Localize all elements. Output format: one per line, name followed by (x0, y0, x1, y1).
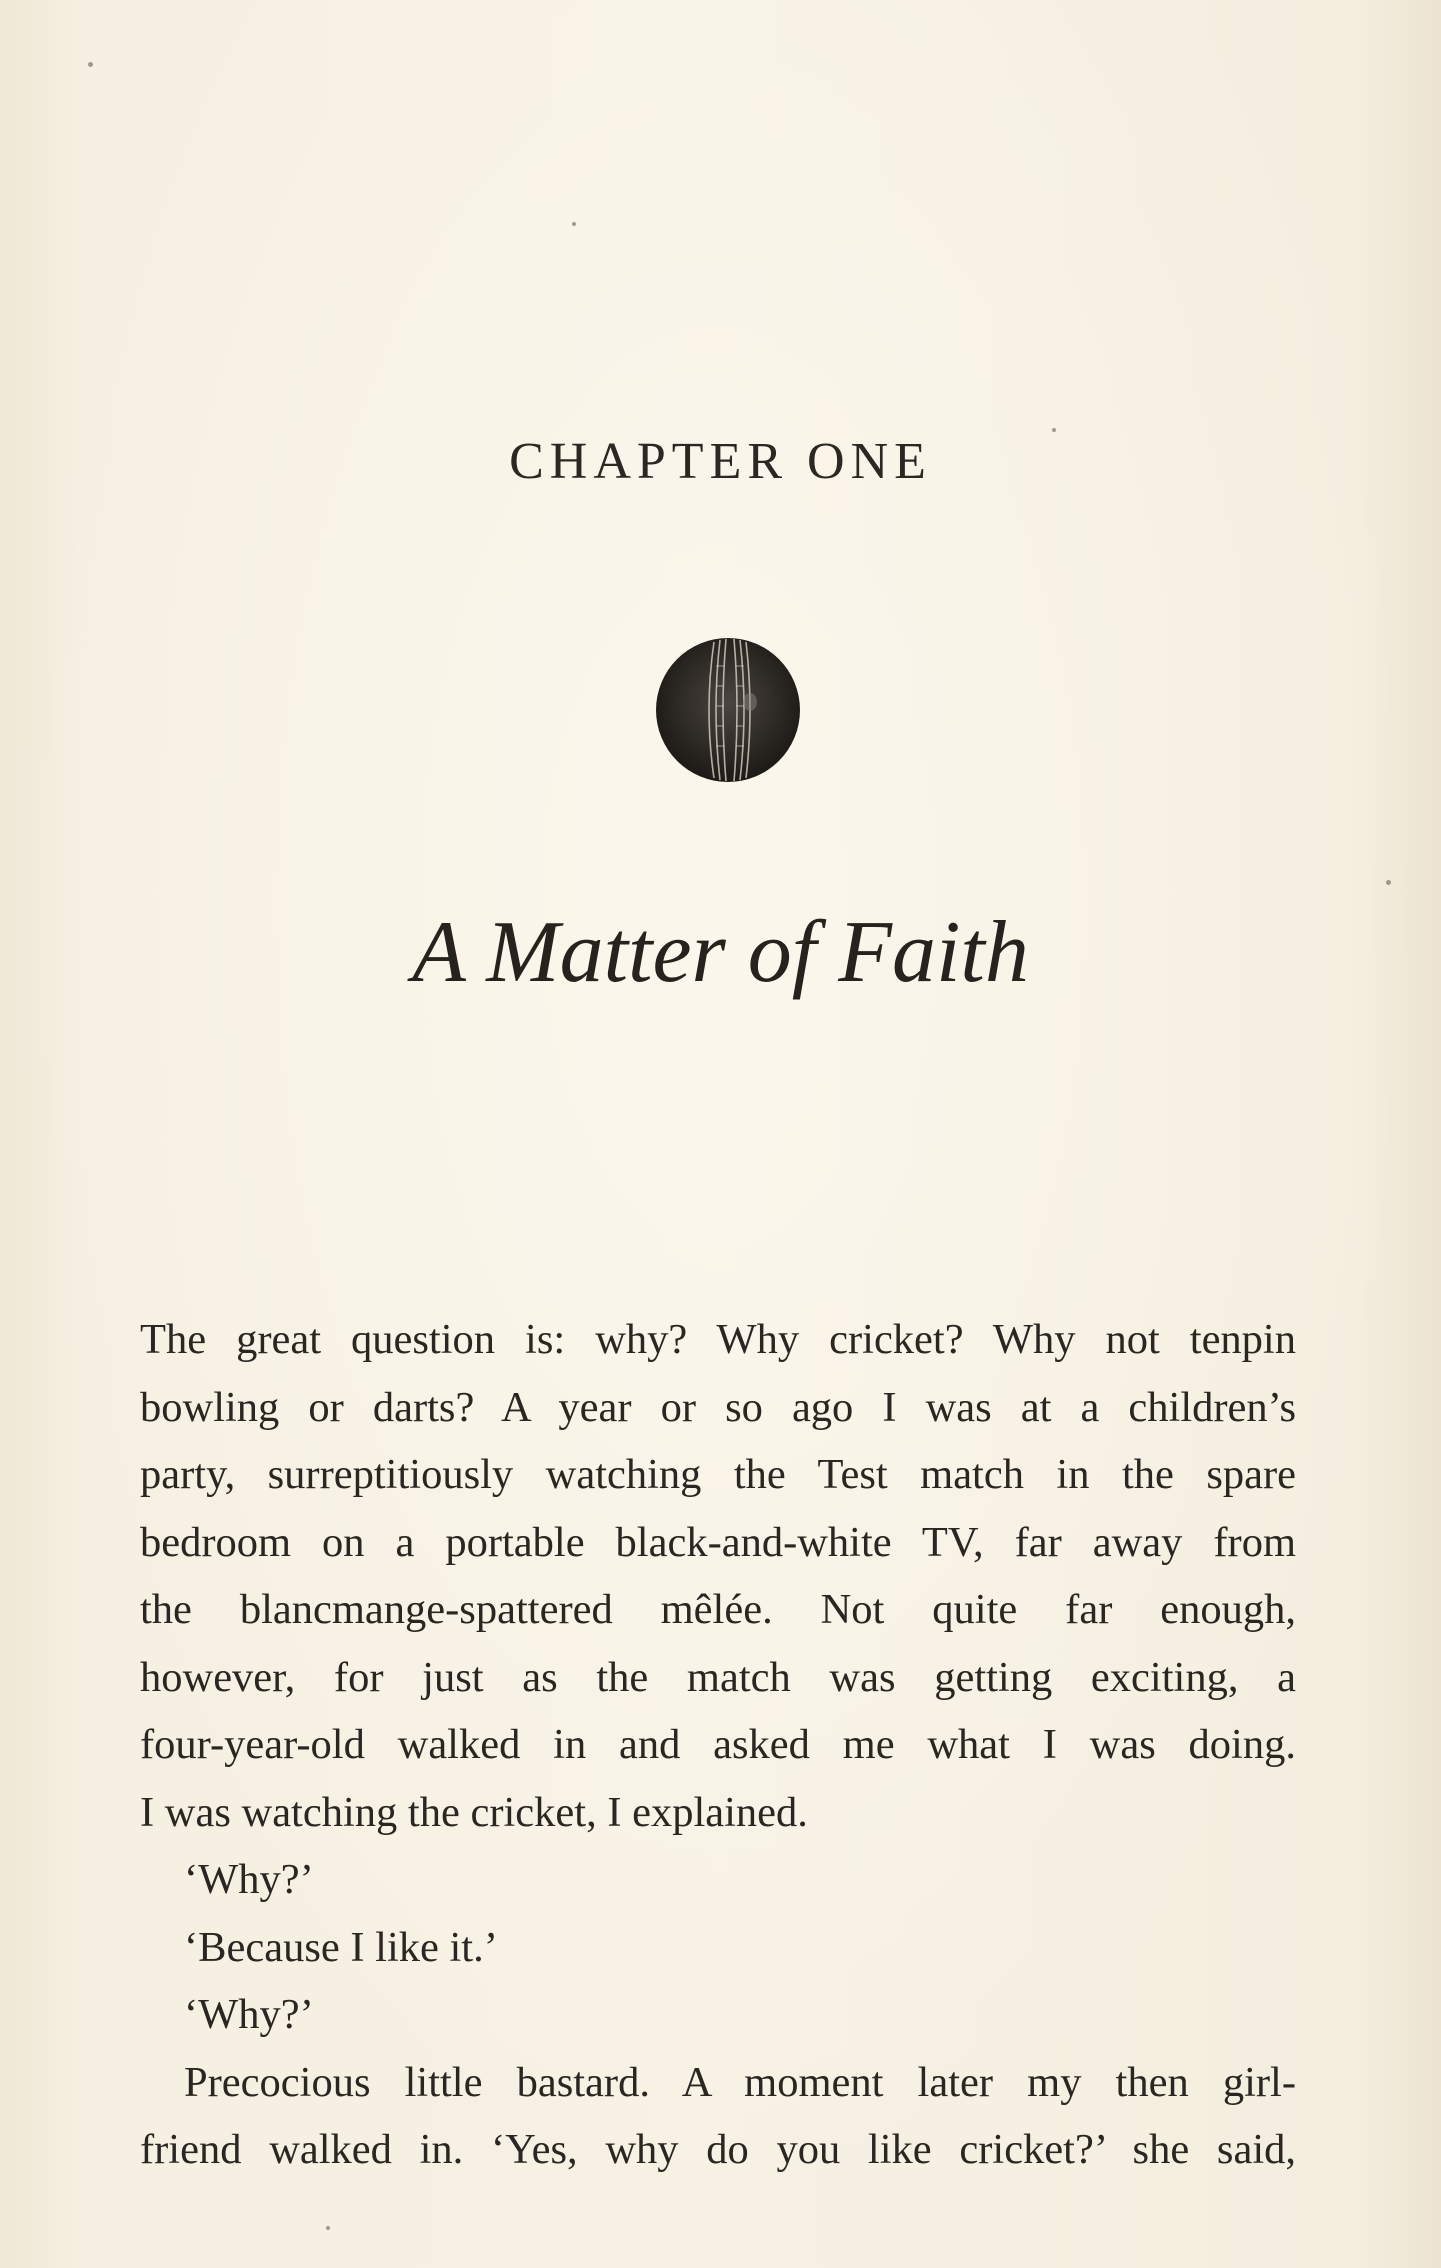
paper-speck (326, 2226, 330, 2230)
text-line: friend walked in. ‘Yes, why do you like cricket?’ she said, (140, 2126, 1296, 2173)
paper-speck (1052, 428, 1056, 432)
text-line: bowling or darts? A year or so ago I was at a children’s (140, 1383, 1296, 1431)
text-line: four-year-old walked in and asked me what I was doing. (140, 1721, 1296, 1768)
text-line: Precocious little bastard. A moment later my then girl- (184, 2058, 1296, 2106)
dialogue-line: ‘Why?’ (184, 1991, 314, 2038)
text-line: I was watching the cricket, I explained. (140, 1788, 808, 1836)
paper-speck (1386, 880, 1391, 885)
text-line: however, for just as the match was getting exciting, a (140, 1653, 1296, 1701)
paper-speck (572, 222, 576, 226)
text-line: party, surreptitiously watching the Test match in the spare (140, 1451, 1296, 1498)
chapter-label: CHAPTER ONE (509, 433, 932, 490)
dialogue-line: ‘Because I like it.’ (184, 1923, 498, 1971)
text-line: bedroom on a portable black-and-white TV, far away from (140, 1518, 1296, 1566)
text-line: The great question is: why? Why cricket? Why not tenpin (140, 1316, 1296, 1363)
paper-speck (88, 62, 93, 67)
cricket-ball-icon (654, 636, 802, 784)
body-text (140, 1306, 1296, 2184)
chapter-title: A Matter of Faith (412, 904, 1029, 1001)
dialogue-line: ‘Why?’ (184, 1856, 314, 1903)
text-line: the blancmange-spattered mêlée. Not quite far enough, (140, 1586, 1296, 1633)
